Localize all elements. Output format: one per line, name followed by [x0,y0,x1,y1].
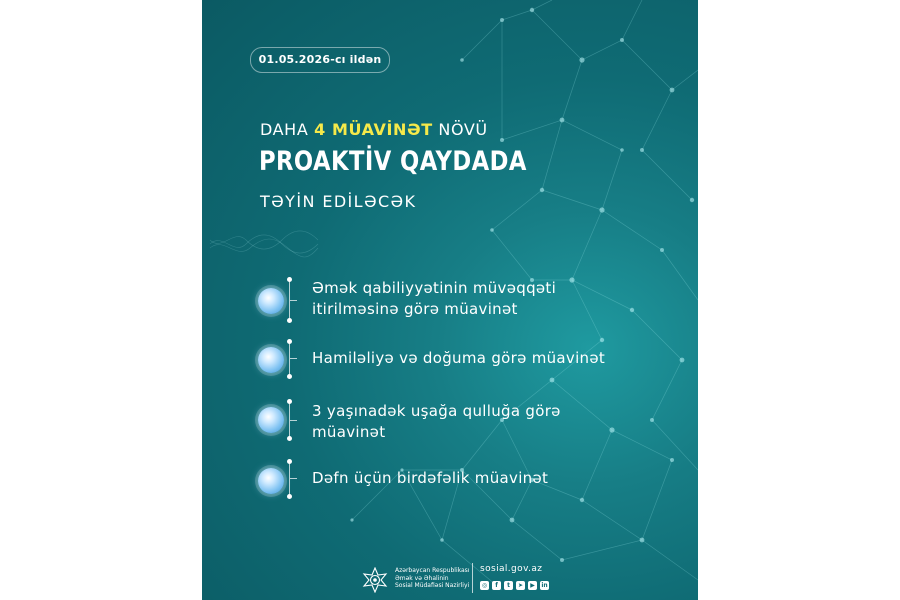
benefit-line-2: müavinət [312,423,386,441]
youtube-icon[interactable]: ▶ [528,581,537,590]
bullet-orb-icon [258,468,284,494]
ministry-line-2: Əmək və Əhalinin [395,574,449,582]
benefit-text [312,348,605,369]
benefit-text [312,401,561,443]
bullet-orb-icon [258,347,284,373]
bracket-connector-icon [289,280,298,320]
footer-divider [472,563,473,593]
instagram-icon[interactable]: ◎ [481,582,488,589]
benefit-text [312,468,548,489]
ministry-line-3: Sosial Müdafiəsi Nazirliyi [395,582,470,589]
benefit-line-2: itirilməsinə görə müavinət [312,300,518,318]
website-link[interactable]: sosial.gov.az [480,564,543,574]
linkedin-icon[interactable]: in [541,582,548,589]
headline-suffix: NÖVÜ [438,120,488,139]
infographic-poster [202,0,698,600]
bracket-connector-icon [289,402,298,438]
date-badge: 01.05.2026-cı ildən [250,47,390,73]
benefit-line-1: Əmək qabiliyyətinin müvəqqəti [312,279,557,297]
headline-main: PROAKTİV QAYDADA [259,146,527,177]
footer [357,557,557,593]
twitter-icon[interactable]: t [504,581,513,590]
facebook-icon[interactable]: f [492,581,501,590]
benefit-line-1: 3 yaşınadək uşağa qulluğa görə [312,402,561,420]
benefit-text [312,278,556,320]
bracket-connector-icon [289,342,298,376]
ministry-line-1: Azərbaycan Respublikası [395,567,470,574]
telegram-icon[interactable]: ➤ [517,582,524,589]
benefit-line-1: Hamiləliyə və doğuma görə müavinət [312,349,606,367]
benefit-line-1: Dəfn üçün birdəfəlik müavinət [312,469,549,487]
ministry-name [395,567,469,590]
headline-accent: 4 MÜAVİNƏT [314,120,433,139]
bullet-orb-icon [258,288,284,314]
headline-prefix: DAHA [260,120,309,139]
bullet-orb-icon [258,407,284,433]
headline-sub: TƏYİN EDİLƏCƏK [260,192,417,211]
headline-top-line [260,120,488,139]
ministry-emblem-icon [362,567,388,593]
bracket-connector-icon [289,462,298,496]
social-icons [480,581,549,590]
